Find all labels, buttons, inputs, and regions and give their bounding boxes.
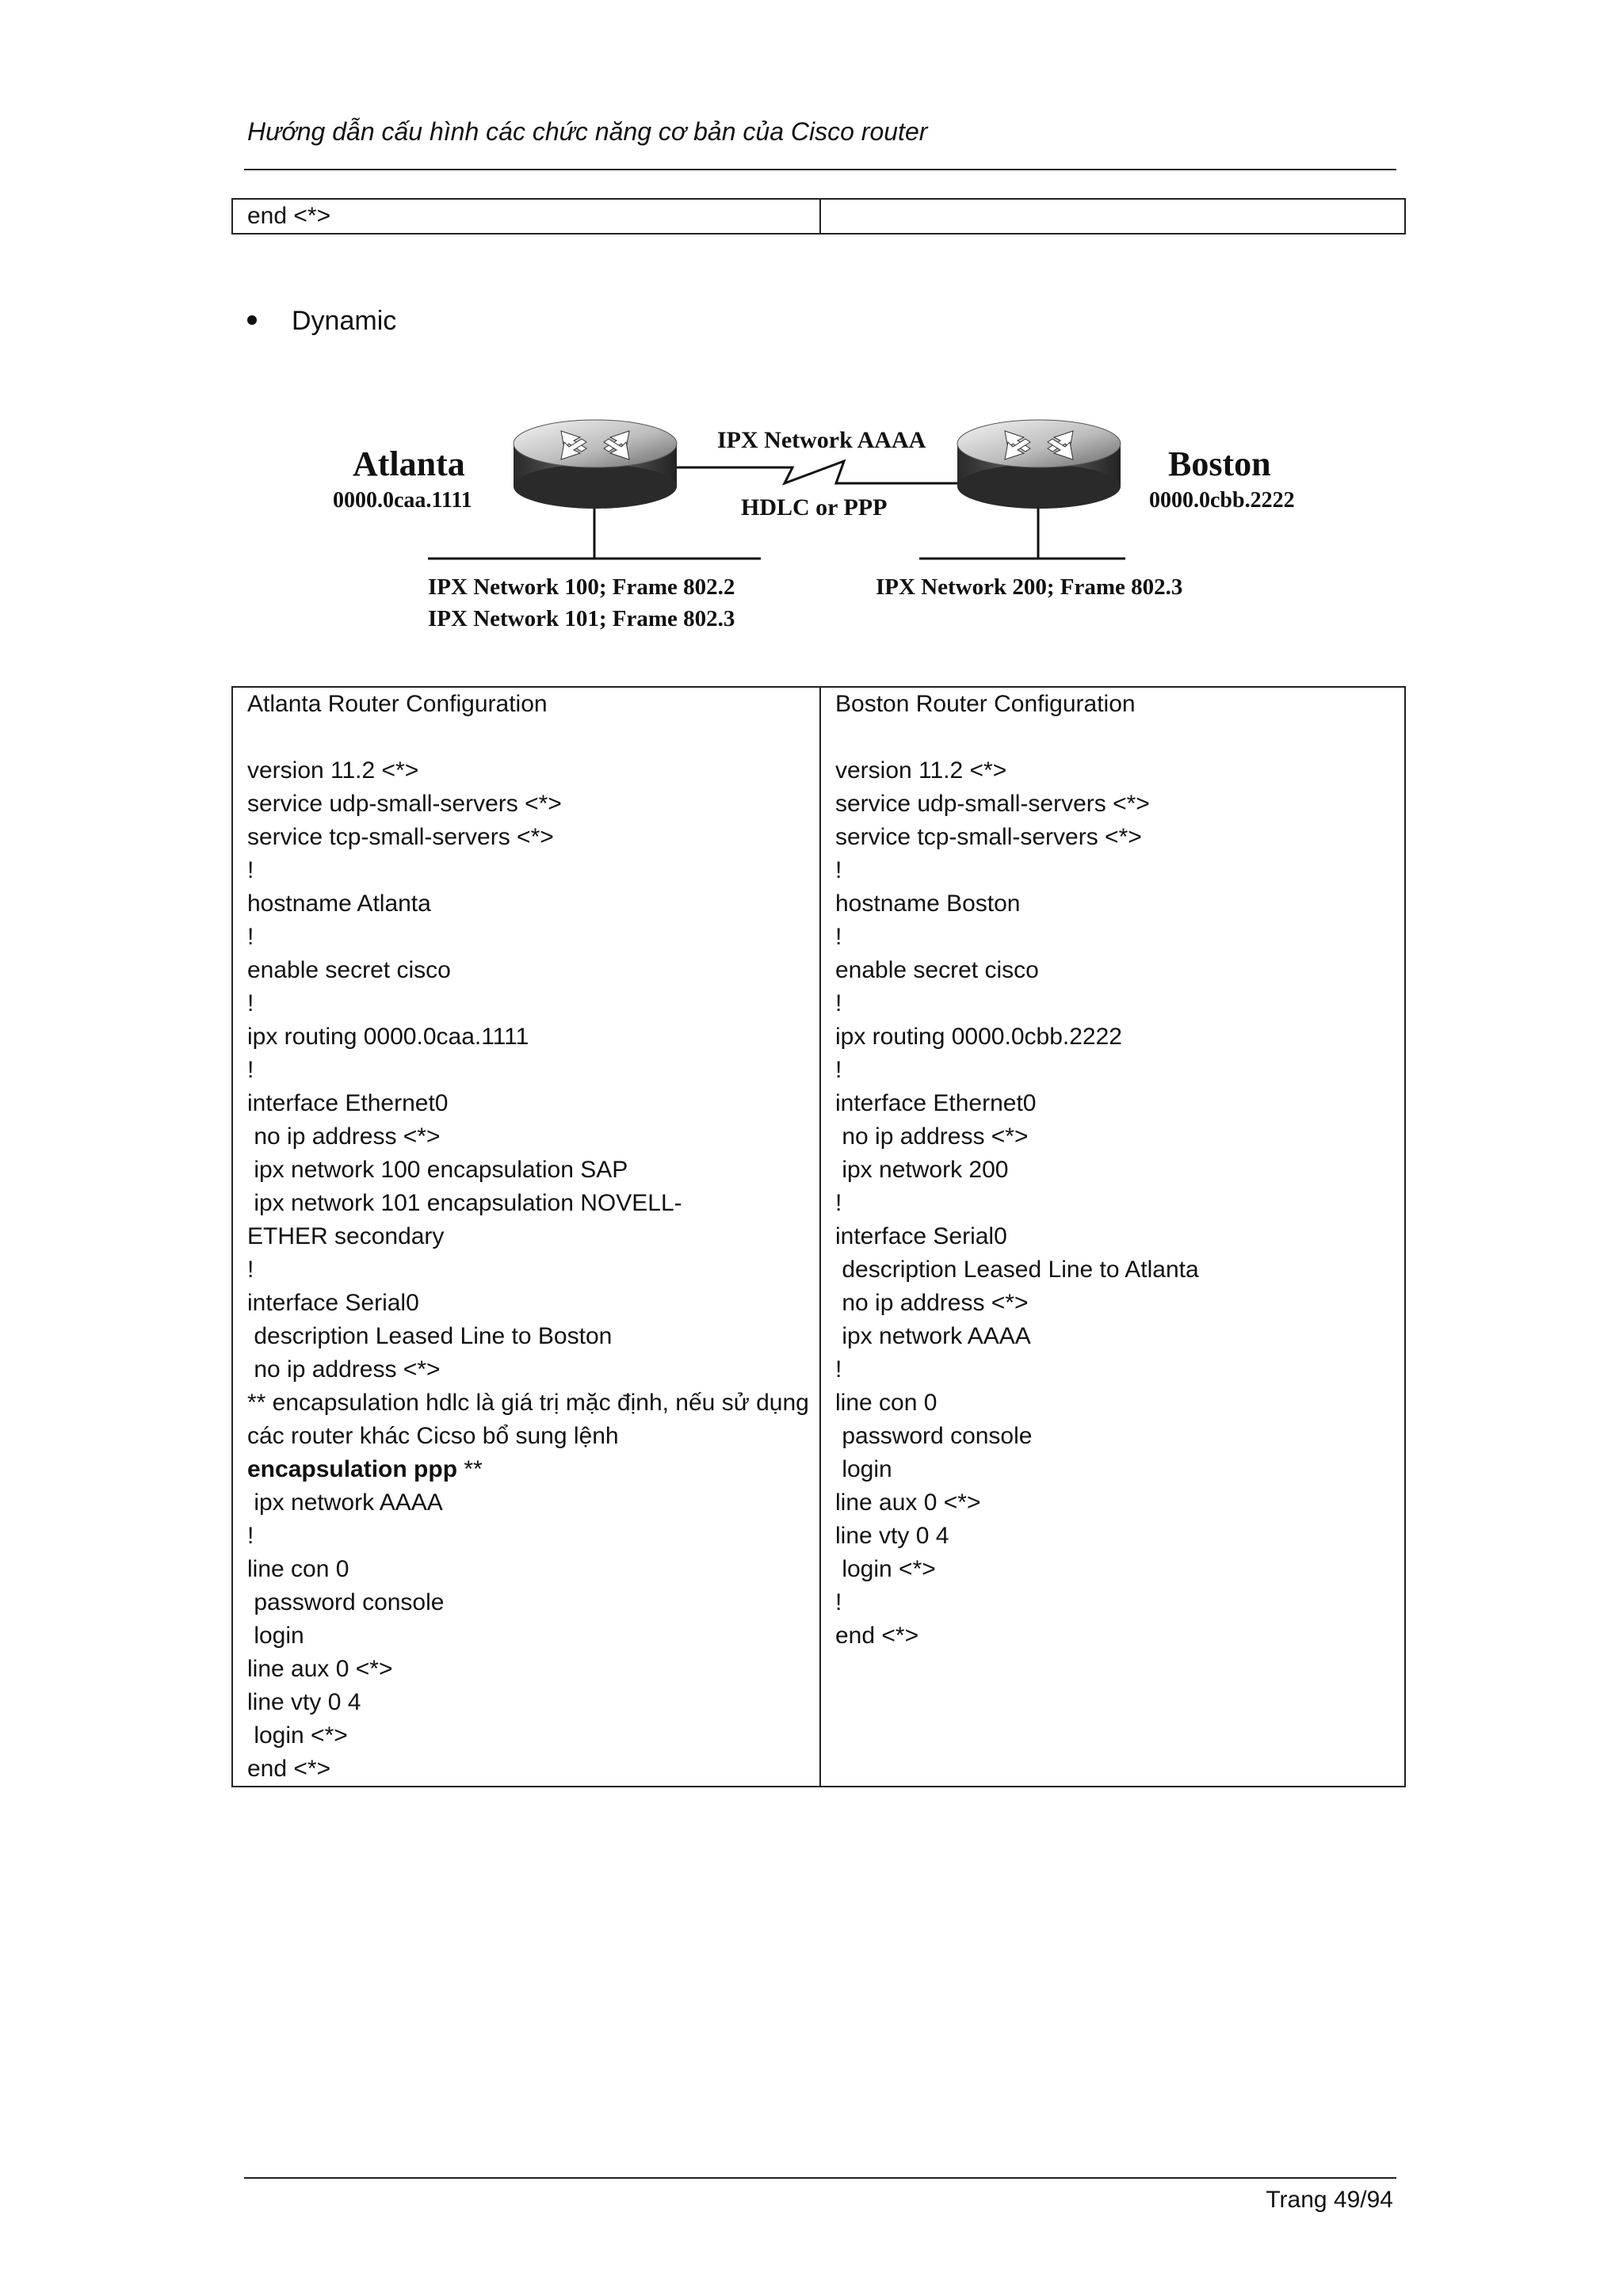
config-line: ! [835, 1589, 842, 1615]
config-line: interface Serial0 [835, 1223, 1007, 1249]
config-line: interface Serial0 [247, 1290, 419, 1316]
config-line: line aux 0 <*> [835, 1489, 981, 1516]
config-line: ipx routing 0000.0cbb.2222 [835, 1024, 1122, 1050]
config-line: login [835, 1456, 892, 1482]
top-table-right-cell [820, 199, 1405, 234]
boston-config-lines [835, 721, 1404, 1653]
config-line: enable secret cisco [835, 957, 1039, 983]
config-line: login <*> [835, 1556, 936, 1582]
config-line: service udp-small-servers <*> [835, 791, 1150, 817]
config-line: hostname Boston [835, 891, 1021, 917]
atlanta-config-cell [232, 687, 820, 1787]
config-line: ! [835, 990, 842, 1016]
config-line: hostname Atlanta [247, 891, 431, 917]
config-line: password console [247, 1589, 445, 1615]
config-line: ! [835, 1356, 842, 1383]
atlanta-address-label: 0000.0caa.1111 [333, 488, 472, 513]
header-divider [244, 169, 1396, 170]
boston-address-label: 0000.0cbb.2222 [1149, 488, 1295, 513]
atlanta-router-icon [428, 420, 761, 559]
boston-router-icon [919, 420, 1125, 559]
config-line: line vty 0 4 [247, 1689, 361, 1715]
config-line: ! [247, 924, 254, 950]
top-table-left-cell: end <*> [232, 199, 820, 234]
config-line: ipx network AAAA [835, 1323, 1031, 1349]
previous-config-table-tail [231, 198, 1406, 235]
config-line: password console [835, 1423, 1033, 1449]
config-line: ! [835, 1190, 842, 1216]
config-line: no ip address <*> [835, 1123, 1029, 1150]
config-line: ipx network 200 [835, 1157, 1009, 1183]
bullet-dot-icon [247, 315, 257, 325]
note-bold-command: encapsulation ppp [247, 1456, 458, 1482]
config-line: ! [247, 857, 254, 883]
config-line: ETHER secondary [247, 1223, 445, 1249]
note-text: ** encapsulation hdlc là giá trị mặc định, nếu sử dụng các router khác Cicso bổ sung lệnh [247, 1390, 809, 1449]
atlanta-config-lines [247, 721, 819, 1386]
config-line: ! [247, 1523, 254, 1549]
footer-divider [244, 2177, 1396, 2179]
config-line: interface Ethernet0 [247, 1090, 449, 1116]
config-line: no ip address <*> [835, 1290, 1029, 1316]
config-line: description Leased Line to Boston [247, 1323, 613, 1349]
config-line: ipx network 101 encapsulation NOVELL- [247, 1190, 682, 1216]
boston-lan-label: IPX Network 200; Frame 802.3 [876, 574, 1183, 600]
router-config-table [231, 686, 1406, 1787]
config-line [835, 721, 1404, 754]
link-network-label: IPX Network AAAA [717, 427, 926, 453]
config-line: ! [247, 990, 254, 1016]
page-number: Trang 49/94 [1266, 2187, 1393, 2213]
config-line: ! [247, 1057, 254, 1083]
config-line: ! [835, 857, 842, 883]
bullet-text: Dynamic [292, 306, 397, 336]
config-line: version 11.2 <*> [835, 757, 1007, 784]
atlanta-lan-label-2: IPX Network 101; Frame 802.3 [428, 606, 735, 631]
config-line: no ip address <*> [247, 1356, 441, 1383]
config-line: line con 0 [835, 1390, 938, 1416]
config-line: end <*> [835, 1623, 919, 1649]
page-header-title: Hướng dẫn cấu hình các chức năng cơ bản của Cisco router [247, 117, 928, 146]
atlanta-config-lines-after [247, 1486, 819, 1786]
config-line: ipx routing 0000.0caa.1111 [247, 1024, 529, 1050]
bullet-item [247, 306, 396, 337]
config-line: line aux 0 <*> [247, 1656, 393, 1682]
config-line: login <*> [247, 1722, 348, 1749]
config-line: description Leased Line to Atlanta [835, 1257, 1199, 1283]
boston-config-title: Boston Router Configuration [835, 691, 1136, 717]
config-line: no ip address <*> [247, 1123, 441, 1150]
config-line: ipx network AAAA [247, 1489, 443, 1516]
atlanta-lan-label-1: IPX Network 100; Frame 802.2 [428, 574, 735, 600]
config-line: ! [835, 1057, 842, 1083]
note-suffix: ** [457, 1456, 483, 1482]
config-line: service tcp-small-servers <*> [835, 824, 1142, 850]
config-line: service tcp-small-servers <*> [247, 824, 554, 850]
atlanta-config-title: Atlanta Router Configuration [247, 691, 548, 717]
serial-link-line [677, 461, 957, 483]
config-line: enable secret cisco [247, 957, 451, 983]
boston-config-cell [820, 687, 1405, 1787]
atlanta-config-note [247, 1386, 819, 1486]
atlanta-name-label: Atlanta [353, 444, 465, 483]
config-line: ! [835, 924, 842, 950]
config-line: service udp-small-servers <*> [247, 791, 562, 817]
config-line: ipx network 100 encapsulation SAP [247, 1157, 628, 1183]
config-line: line con 0 [247, 1556, 349, 1582]
config-line [247, 721, 819, 754]
config-line: ! [247, 1257, 254, 1283]
config-line: login [247, 1623, 304, 1649]
config-line: interface Ethernet0 [835, 1090, 1037, 1116]
link-protocol-label: HDLC or PPP [741, 494, 888, 521]
config-line: end <*> [247, 1756, 331, 1782]
boston-name-label: Boston [1168, 444, 1271, 483]
network-diagram [317, 396, 1347, 658]
config-line: line vty 0 4 [835, 1523, 949, 1549]
config-line: version 11.2 <*> [247, 757, 419, 784]
